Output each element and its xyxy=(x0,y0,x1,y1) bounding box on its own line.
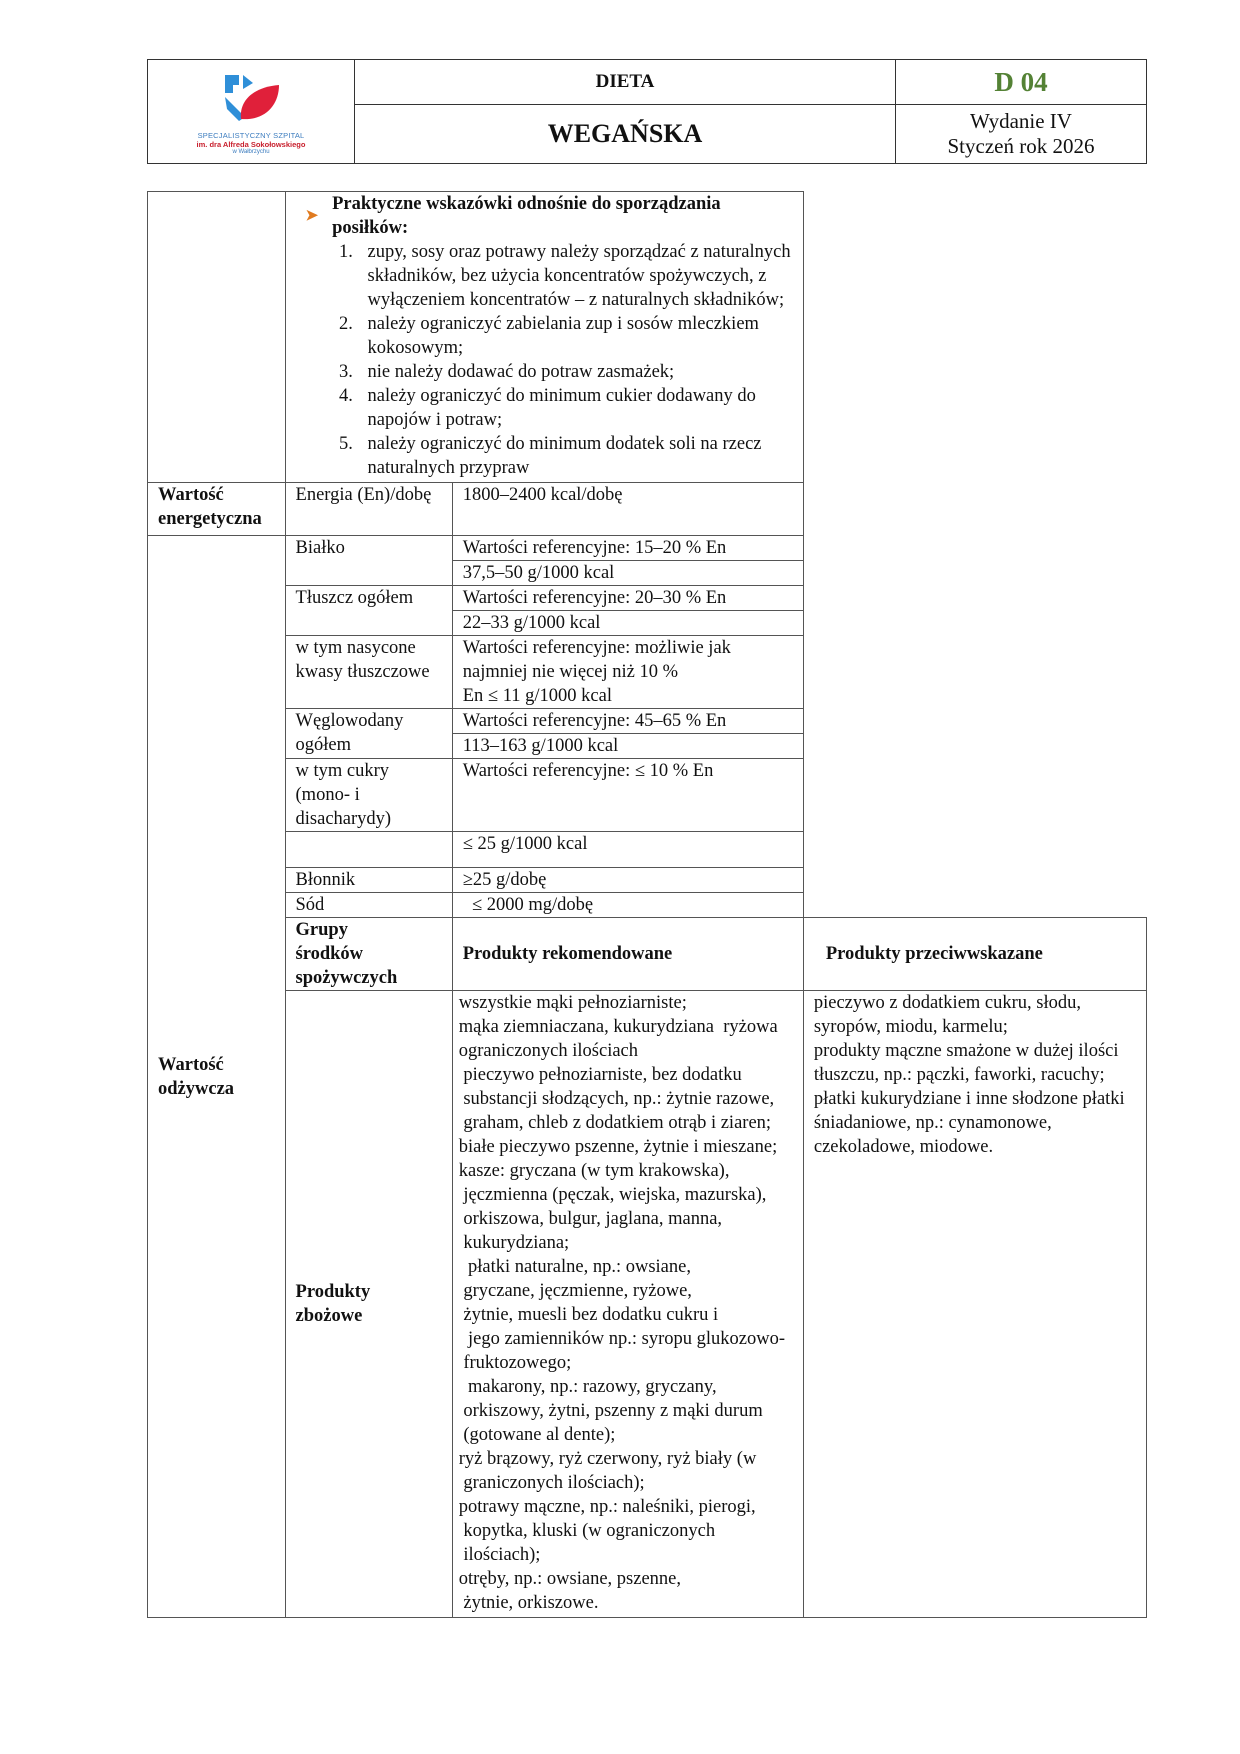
logo-cell xyxy=(148,60,355,164)
nutrition-label: Wartość odżywcza xyxy=(148,536,286,1618)
header-title-main: WEGAŃSKA xyxy=(355,105,896,164)
nutrient-value: Wartości referencyjne: 20–30 % En xyxy=(452,586,803,611)
tip-item: 2. należy ograniczyć zabielania zup i sosów mleczkiem kokosowym; xyxy=(358,312,793,360)
hospital-logo xyxy=(148,60,354,163)
nutrient-value: Wartości referencyjne: możliwie jak najmniej nie więcej niż 10 % En ≤ 11 g/1000 kcal xyxy=(452,636,803,709)
nutrient-value: 37,5–50 g/1000 kcal xyxy=(452,561,803,586)
tips-cell xyxy=(285,192,803,483)
nutrient-name: Białko xyxy=(285,536,452,586)
nutrient-name: Sód xyxy=(285,893,452,918)
tip-item: 4. należy ograniczyć do minimum cukier dodawany do napojów i potraw; xyxy=(358,384,793,432)
energy-value: 1800–2400 kcal/dobę xyxy=(452,483,803,536)
logo-line-3: w Wałbrzychu xyxy=(232,148,270,155)
document-code: D 04 xyxy=(896,60,1147,105)
tips-list xyxy=(296,240,793,480)
nutrient-name: Węglowodany ogółem xyxy=(285,709,452,759)
tip-item: 3. nie należy dodawać do potraw zasmażek; xyxy=(358,360,793,384)
arrow-bullet-icon: ➤ xyxy=(305,208,319,224)
edition: Wydanie IV xyxy=(970,109,1072,133)
nutrient-value: Wartości referencyjne: ≤ 10 % En xyxy=(452,759,803,832)
logo-line-1: SPECJALISTYCZNY SZPITAL xyxy=(197,130,305,140)
groups-label: Grupy środków spożywczych xyxy=(285,918,452,991)
nutrient-value: ≥25 g/dobę xyxy=(452,868,803,893)
tips-title: ➤ Praktyczne wskazówki odnośnie do sporządzania posiłków: xyxy=(305,194,721,238)
edition-date: Styczeń rok 2026 xyxy=(947,134,1095,158)
cereals-row xyxy=(148,991,1147,1618)
cereals-contraindicated: pieczywo z dodatkiem cukru, słodu, syropów, miodu, karmelu; produkty mączne smażone w dużej ilości tłuszczu, np.: pączki, faworki, racuchy; płatki kukurydziane i inne słodzone płatki śniadaniowe, np.: cynamonowe, czekoladowe, miodowe. xyxy=(803,991,1146,1618)
nutrient-value: ≤ 2000 mg/dobę xyxy=(452,893,803,918)
nutrient-value: ≤ 25 g/1000 kcal xyxy=(452,832,803,868)
nutrient-name: Błonnik xyxy=(285,868,452,893)
groups-header-row xyxy=(148,918,1147,991)
nutrient-name: w tym nasycone kwasy tłuszczowe xyxy=(285,636,452,709)
contraindicated-header: Produkty przeciwwskazane xyxy=(803,918,1146,991)
nutrient-value: Wartości referencyjne: 15–20 % En xyxy=(452,536,803,561)
nutrient-value: 113–163 g/1000 kcal xyxy=(452,734,803,759)
nutrient-value: 22–33 g/1000 kcal xyxy=(452,611,803,636)
tips-row xyxy=(148,192,1147,483)
nutrient-name: Tłuszcz ogółem xyxy=(285,586,452,636)
document-header xyxy=(147,59,1147,164)
nutrient-value: Wartości referencyjne: 45–65 % En xyxy=(452,709,803,734)
hospital-logo-icon xyxy=(219,69,283,127)
cereals-label: Produkty zbożowe xyxy=(285,991,452,1618)
edition-info xyxy=(896,105,1147,164)
recommended-header: Produkty rekomendowane xyxy=(452,918,803,991)
tip-item: 5. należy ograniczyć do minimum dodatek soli na rzecz naturalnych przypraw xyxy=(358,432,793,480)
diet-table xyxy=(147,191,1147,1618)
header-title-top: DIETA xyxy=(355,60,896,105)
energy-row xyxy=(148,483,1147,536)
energy-label: Wartość energetyczna xyxy=(148,483,286,536)
tip-item: 1. zupy, sosy oraz potrawy należy sporządzać z naturalnych składników, bez użycia koncentratów spożywczych, z wyłączeniem koncentratów – z naturalnych składników; xyxy=(358,240,793,312)
logo-line-2: im. dra Alfreda Sokołowskiego xyxy=(196,139,306,149)
nutrition-row xyxy=(148,536,1147,561)
cereals-recommended: wszystkie mąki pełnoziarniste; mąka ziemniaczana, kukurydziana ryżowa ograniczonych ilościach pieczywo pełnoziarniste, bez dodatku substancji słodzących, np.: żytnie razowe, graham, chleb z dodatkiem otrąb i ziaren; białe pieczywo pszenne, żytnie i mieszane; kasze: gryczana (w tym krakowska), jęczmienna (pęczak, wiejska, mazurska), orkiszowa, bulgur, jaglana, manna, kukurydziana; płatki naturalne, np.: owsiane, gryczane, jęczmienne, ryżowe, żytnie, muesli bez dodatku cukru i jego zamienników np.: syropu glukozowo- fruktozowego; makarony, np.: razowy, gryczany, orkiszowy, żytni, pszenny z mąki durum (gotowane al dente); ryż brązowy, ryż czerwony, ryż biały (w graniczonych ilościach); potrawy mączne, np.: naleśniki, pierogi, kopytka, kluski (w ograniczonych ilościach); otręby, np.: owsiane, pszenne, żytnie, orkiszowe. xyxy=(452,991,803,1618)
nutrient-name: w tym cukry (mono- i disacharydy) xyxy=(285,759,452,832)
energy-name: Energia (En)/dobę xyxy=(285,483,452,536)
